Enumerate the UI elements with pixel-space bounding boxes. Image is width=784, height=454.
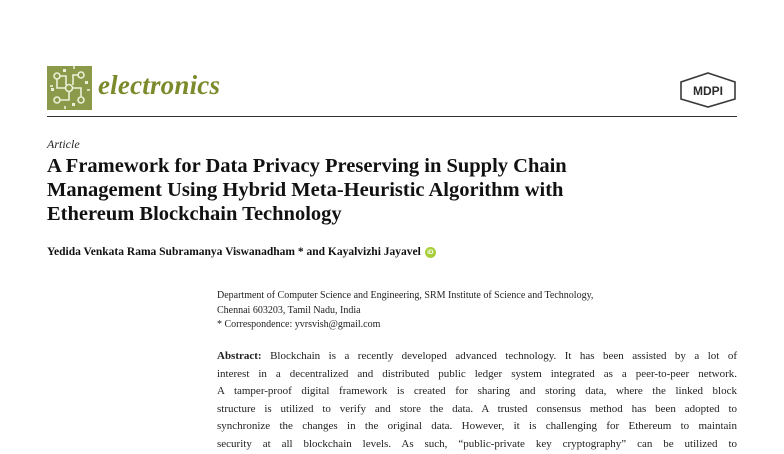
abstract-label: Abstract: xyxy=(217,350,262,362)
abstract-line: synchronize the changes in the original data. However, it is challenging for Ethereum to maintain xyxy=(217,420,737,433)
article-type: Article xyxy=(47,137,80,151)
abstract-line-text: Blockchain is a recently developed advanced technology. It has been assisted by a lot of xyxy=(270,350,737,362)
header-divider xyxy=(47,116,737,117)
publisher-logo xyxy=(679,72,737,108)
title-line: Ethereum Blockchain Technology xyxy=(47,203,342,225)
title-line: A Framework for Data Privacy Preserving in Supply Chain xyxy=(47,155,567,177)
abstract-line xyxy=(217,348,737,366)
abstract-line: structure is utilized to verify and store the data. A trusted consensus method has been adopted to xyxy=(217,402,737,415)
orcid-icon[interactable]: iD xyxy=(425,247,436,258)
affiliation-block xyxy=(217,289,737,333)
journal-name: electronics xyxy=(98,70,221,100)
abstract-line: interest in a decentralized and distributed public ledger system integrated as a peer-to-peer network. xyxy=(217,367,737,380)
affiliation-line: Chennai 603203, Tamil Nadu, India xyxy=(217,304,361,316)
correspondence-line: * Correspondence: yvrsvish@gmail.com xyxy=(217,319,381,330)
abstract-line: A tamper-proof digital framework is created for sharing and storing data, where the linked block xyxy=(217,385,737,398)
publisher-name: MDPI xyxy=(693,84,723,98)
author-list xyxy=(47,246,436,258)
abstract-line: security at all blockchain levels. As such, “public-private key cryptography” can be utilized to xyxy=(217,437,737,450)
article-title xyxy=(47,154,737,226)
journal-circuit-logo-icon xyxy=(47,66,92,110)
authors-text: Yedida Venkata Rama Subramanya Viswanadham * and Kayalvizhi Jayavel xyxy=(47,246,421,258)
affiliation-line: Department of Computer Science and Engineering, SRM Institute of Science and Technology, xyxy=(217,290,594,301)
title-line: Management Using Hybrid Meta-Heuristic Algorithm with xyxy=(47,179,564,201)
abstract-block xyxy=(217,348,737,454)
